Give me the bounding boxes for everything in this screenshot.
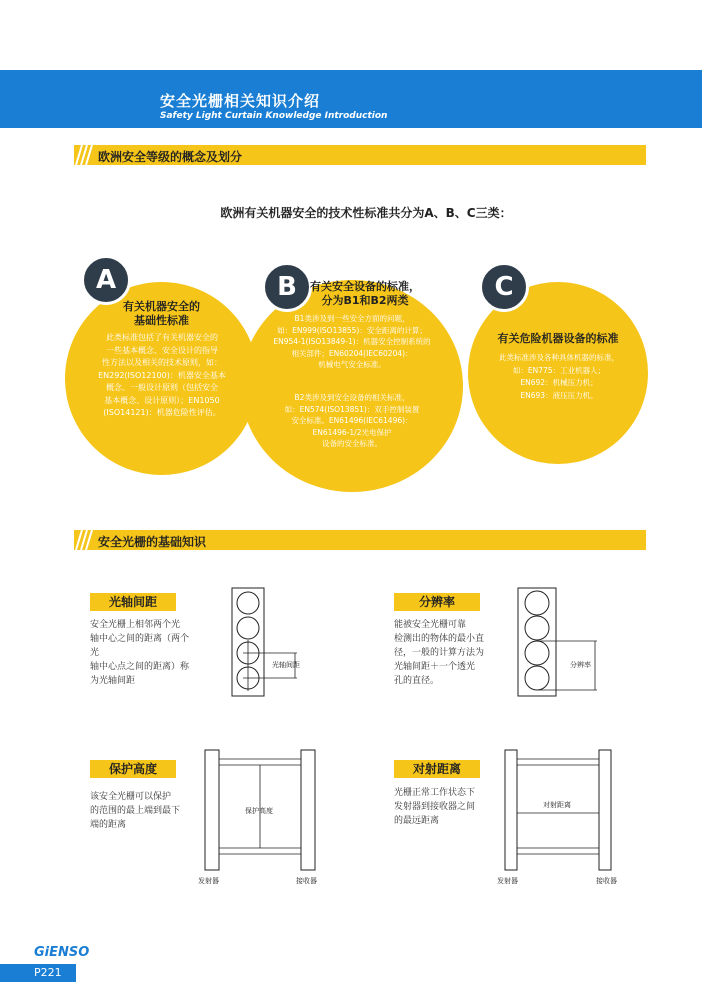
circle-b-line: 如：EN999(ISO13855)：安全距离的计算； xyxy=(277,325,427,335)
circle-b-body1 xyxy=(252,313,452,371)
circle-a-line: 一些基本概念、安全设计的指导 xyxy=(106,345,218,355)
desc-protect-height xyxy=(90,790,185,832)
desc-line: 的范围的最上端到最下 xyxy=(90,806,181,816)
axis-spacing-diagram xyxy=(225,585,335,700)
circle-a-line: EN292(ISO12100)：机器安全基本 xyxy=(98,370,226,380)
section-title: 安全光栅的基础知识 xyxy=(98,535,207,549)
standards-intro: 欧洲有关机器安全的技术性标准共分为A、B、C三类： xyxy=(220,206,512,220)
stripes-icon xyxy=(74,530,96,550)
receiver-label: 接收器 xyxy=(596,877,617,885)
label-protect-height: 保护高度 xyxy=(90,760,176,778)
circle-b-line: 如：EN574(ISO13851)：双手控制装置 xyxy=(284,404,420,414)
circle-a-line: 概念、一般设计原则（包括安全 xyxy=(106,383,218,392)
circle-b-line: 相关部件；EN60204(IEC60204)： xyxy=(291,348,413,358)
label-axis-spacing: 光轴间距 xyxy=(90,593,176,611)
diagram-label-axis-spacing: 光轴间距 xyxy=(272,661,300,669)
header-title-cn: 安全光栅相关知识介绍 xyxy=(160,92,321,110)
circle-a-title xyxy=(80,300,243,328)
desc-line: 轴中心之间的距离（两个光 xyxy=(90,634,190,658)
desc-line: 径，一般的计算方法为 xyxy=(394,648,485,658)
badge-b: B xyxy=(262,262,312,312)
circle-b-line: B1类涉及到一些安全方面的问题， xyxy=(294,314,410,323)
desc-line: 检测出的物体的最小直 xyxy=(394,634,485,644)
circle-b-title xyxy=(290,280,440,308)
circle-c-title: 有关危险机器设备的标准 xyxy=(497,332,619,345)
label-resolution: 分辨率 xyxy=(394,593,480,611)
emitter-label: 发射器 xyxy=(497,877,518,885)
desc-line: 该安全光栅可以保护 xyxy=(90,792,172,802)
brand-logo: GiENSO xyxy=(34,945,90,960)
page-number: P221 xyxy=(0,964,76,982)
desc-line: 的最远距离 xyxy=(394,816,440,826)
circle-a-title-2: 基础性标准 xyxy=(134,314,189,327)
label-range: 对射距离 xyxy=(394,760,480,778)
stripes-icon xyxy=(74,145,96,165)
diagram-label-resolution: 分辨率 xyxy=(570,661,591,669)
section-bar-basics xyxy=(74,530,646,550)
circle-c-line: 此类标准涉及各种具体机器的标准， xyxy=(499,353,619,362)
desc-line: 光轴间距＋一个透光 xyxy=(394,662,476,672)
circle-c-line: 如：EN775：工业机器人； xyxy=(512,365,606,375)
badge-c: C xyxy=(479,262,529,312)
circle-c-body xyxy=(480,352,638,402)
header-title-en: Safety Light Curtain Knowledge Introduction xyxy=(160,111,388,121)
desc-line: 孔的直径。 xyxy=(394,676,440,686)
circle-a-line: 基本概念、设计原则）；EN1050 xyxy=(104,395,220,405)
circle-a-body xyxy=(82,332,242,420)
circle-a-line: 性方法以及相关的技术原则，如： xyxy=(102,358,222,367)
circle-b-line: EN61496-1/2光电保护 xyxy=(312,427,392,437)
receiver-label: 接收器 xyxy=(296,877,317,885)
circle-c-line: EN692：机械压力机； xyxy=(520,378,598,387)
circle-a-line: (ISO14121)：机器危险性评估。 xyxy=(103,408,221,417)
desc-line: 轴中心点之间的距离）称为光轴间距 xyxy=(90,662,190,686)
desc-axis-spacing xyxy=(90,618,190,688)
circle-b xyxy=(241,280,463,492)
desc-line: 能被安全光栅可靠 xyxy=(394,620,467,630)
badge-a: A xyxy=(81,255,131,305)
circle-b-title-2: 分为B1和B2两类 xyxy=(321,294,409,307)
circle-b-line: EN954-1(ISO13849-1)：机器安全控制系统的 xyxy=(273,337,431,346)
circle-b-line: B2类涉及到安全设备的相关标准， xyxy=(294,393,410,402)
page-header xyxy=(0,70,702,128)
desc-line: 安全光栅上相邻两个光 xyxy=(90,620,181,630)
circle-a-title-1: 有关机器安全的 xyxy=(123,300,200,313)
circle-c-line: EN693：液压压力机。 xyxy=(520,390,598,400)
resolution-diagram xyxy=(515,585,625,700)
section-bar-standards xyxy=(74,145,646,165)
diagram-label-range: 对射距离 xyxy=(543,801,571,809)
diagram-label-protect-height: 保护高度 xyxy=(245,807,273,815)
circle-b-line: 设备的安全标准。 xyxy=(322,439,382,448)
desc-range xyxy=(394,786,484,828)
circle-b-title-1: 有关安全设备的标准， xyxy=(310,280,420,293)
section-title: 欧洲安全等级的概念及划分 xyxy=(98,150,243,164)
desc-line: 端的距离 xyxy=(90,820,127,830)
circle-b-line: 机械电气安全标准。 xyxy=(318,360,386,369)
desc-line: 光栅正常工作状态下 xyxy=(394,788,476,798)
range-diagram xyxy=(495,745,625,875)
circle-b-body2 xyxy=(252,392,452,450)
desc-resolution xyxy=(394,618,486,688)
emitter-label: 发射器 xyxy=(198,877,219,885)
circle-b-line: 安全标准。EN61496(IEC61496)： xyxy=(291,416,413,425)
circle-a-line: 此类标准包括了有关机器安全的 xyxy=(106,333,218,342)
desc-line: 发射器到接收器之间 xyxy=(394,802,476,812)
